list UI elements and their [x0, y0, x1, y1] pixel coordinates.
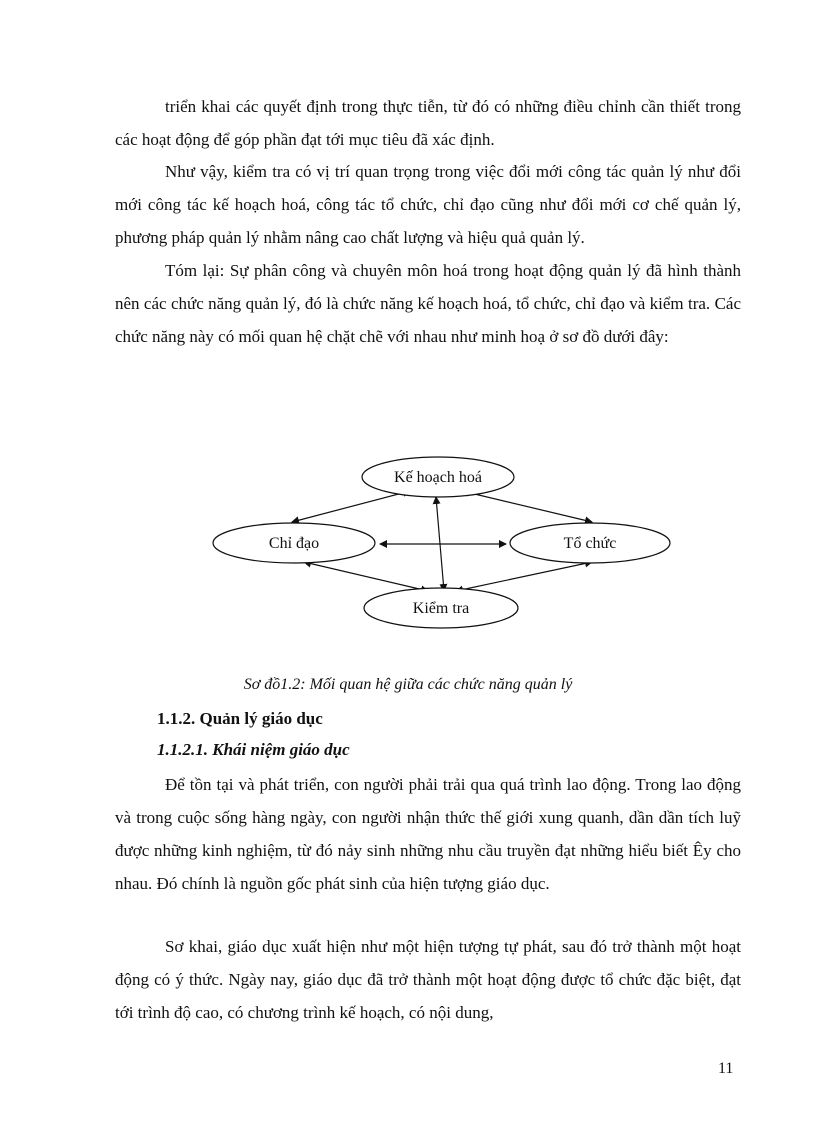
section-heading: 1.1.2. Quản lý giáo dục: [157, 709, 323, 728]
connector-left-bottom: [304, 562, 428, 591]
node-controlling: [364, 588, 518, 628]
paragraph: Như vậy, kiểm tra có vị trí quan trọng trong việc đổi mới công tác quản lý như đổi mới công tác kế hoạch hoá, công tác tổ chức, chỉ đạo cũng như đổi mới cơ chế quản lý, phương pháp quản lý nhằm nâng cao chất lượng và hiệu quả quản lý.: [115, 162, 741, 247]
paragraph: Để tồn tại và phát triển, con người phải trải qua quá trình lao động. Trong lao động và trong cuộc sống hàng ngày, con người nhận thức thế giới xung quanh, dần dần tích luỹ được những kinh nghiệm, từ đó nảy sinh những nhu cầu truyền đạt những hiểu biết Êy cho nhau. Đó chính là nguồn gốc phát sinh của hiện tượng giáo dục.: [115, 775, 741, 893]
node-planning-label: Kế hoạch hoá: [394, 469, 482, 486]
paragraph: triển khai các quyết định trong thực tiễn, từ đó có những điều chỉnh cần thiết trong các hoạt động để góp phần đạt tới mục tiêu đã xác định.: [115, 97, 741, 149]
connector-top-left: [292, 491, 410, 522]
diagram-caption: Sơ đồ1.2: Mối quan hệ giữa các chức năng quản lý: [243, 676, 573, 693]
paragraph: Tóm lại: Sự phân công và chuyên môn hoá trong hoạt động quản lý đã hình thành nên các chức năng quản lý, đó là chức năng kế hoạch hoá, tổ chức, chỉ đạo và kiểm tra. Các chức năng này có mối quan hệ chặt chẽ với nhau như minh hoạ ở sơ đồ dưới đây:: [115, 261, 741, 346]
paragraph: Sơ khai, giáo dục xuất hiện như một hiện tượng tự phát, sau đó trở thành một hoạt động có ý thức. Ngày nay, giáo dục đã trở thành một hoạt động được tổ chức đặc biệt, đạt tới trình độ cao, có chương trình kế hoạch, có nội dung,: [115, 937, 741, 1022]
node-controlling-label: Kiểm tra: [412, 600, 470, 617]
node-planning: [362, 457, 514, 497]
node-organizing: [510, 523, 670, 563]
connector-right-bottom: [456, 562, 592, 591]
page-number: 11: [718, 1060, 734, 1077]
node-organizing-label: Tổ chức: [563, 535, 617, 552]
node-directing: [213, 523, 375, 563]
node-directing-label: Chỉ đạo: [268, 535, 320, 552]
connector-top-right: [462, 491, 592, 522]
subsection-heading: 1.1.2.1. Khái niệm giáo dục: [157, 740, 350, 759]
management-functions-diagram: [200, 450, 680, 640]
